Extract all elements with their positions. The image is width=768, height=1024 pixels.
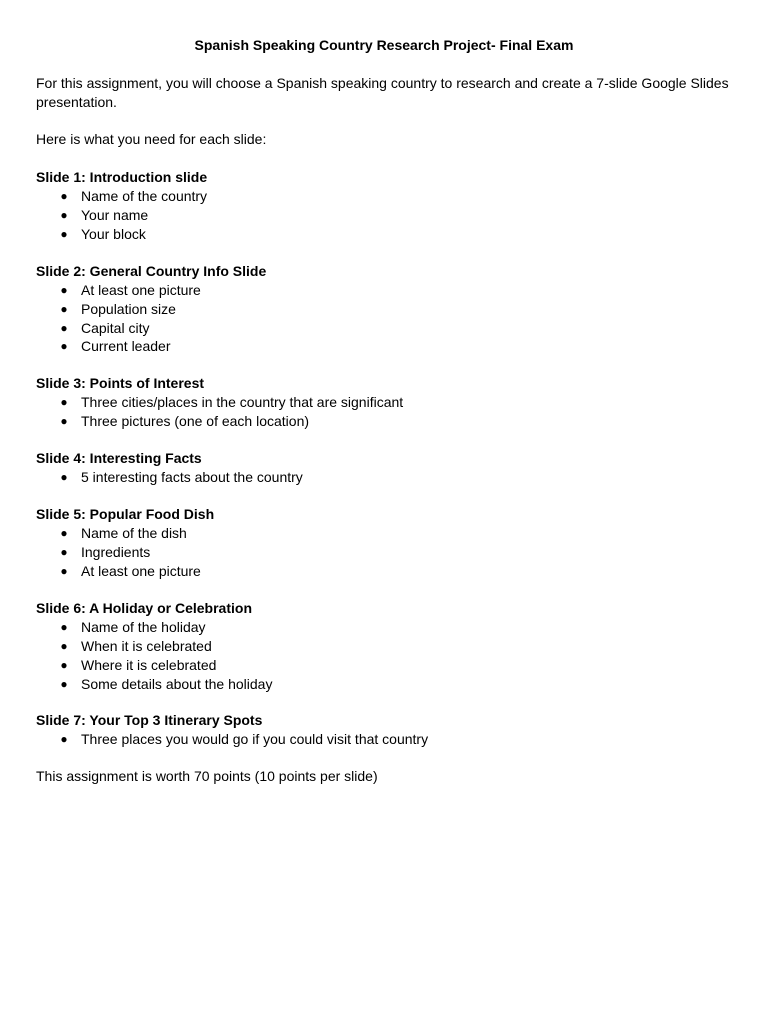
- slide-heading: Slide 6: A Holiday or Celebration: [36, 599, 253, 616]
- slide-section-3: [36, 374, 732, 431]
- slide-heading: Slide 4: Interesting Facts: [36, 450, 202, 467]
- list-item: [36, 524, 732, 543]
- intro-paragraph: For this assignment, you will choose a Spanish speaking country to research and create a 7-slide Google Slides presentation.: [36, 75, 729, 110]
- slide-section-2: [36, 262, 732, 357]
- list-item-text: Your name: [81, 206, 149, 223]
- list-item-text: At least one picture: [81, 281, 201, 298]
- list-item-text: Name of the holiday: [81, 618, 206, 635]
- bullet-dot-icon: ●: [60, 320, 68, 335]
- bullet-list: [36, 393, 732, 431]
- list-item: [36, 543, 732, 562]
- bullet-dot-icon: ●: [60, 732, 68, 747]
- bullet-dot-icon: ●: [60, 544, 68, 559]
- bullet-dot-icon: ●: [60, 189, 68, 203]
- bullet-dot-icon: ●: [60, 414, 68, 429]
- list-item-text: Three cities/places in the country that are significant: [81, 394, 404, 411]
- slide-section-7: [36, 711, 732, 749]
- slide-section-6: [36, 599, 732, 694]
- list-item: [36, 656, 732, 675]
- list-item: [36, 187, 732, 206]
- list-item: [36, 206, 732, 225]
- list-item-text: Current leader: [81, 338, 171, 355]
- bullet-dot-icon: ●: [60, 563, 68, 578]
- list-item-text: Three pictures (one of each location): [81, 413, 310, 430]
- list-item: [36, 281, 732, 300]
- list-item: [36, 730, 732, 749]
- bullet-dot-icon: ●: [60, 395, 68, 410]
- slide-sections: [36, 168, 732, 749]
- list-item: [36, 412, 732, 431]
- bullet-list: [36, 187, 732, 244]
- bullet-dot-icon: ●: [60, 638, 68, 653]
- list-item: [36, 225, 732, 244]
- list-item-text: Where it is celebrated: [81, 656, 217, 673]
- bullet-dot-icon: ●: [60, 676, 68, 691]
- slide-section-4: [36, 449, 732, 487]
- list-item: [36, 618, 732, 637]
- slide-heading: Slide 7: Your Top 3 Itinerary Spots: [36, 712, 263, 729]
- slide-heading: Slide 1: Introduction slide: [36, 169, 208, 185]
- bullet-dot-icon: ●: [60, 526, 68, 541]
- list-item-text: Name of the dish: [81, 525, 187, 542]
- slide-section-5: [36, 505, 732, 581]
- bullet-dot-icon: ●: [60, 339, 68, 354]
- list-item-text: At least one picture: [81, 562, 201, 579]
- bullet-list: [36, 281, 732, 357]
- points-note: This assignment is worth 70 points (10 points per slide): [36, 768, 378, 785]
- bullet-list: [36, 524, 732, 581]
- slide-heading: Slide 2: General Country Info Slide: [36, 262, 267, 279]
- bullet-dot-icon: ●: [60, 207, 68, 222]
- slide-heading: Slide 3: Points of Interest: [36, 375, 205, 392]
- list-item: [36, 337, 732, 356]
- list-item: [36, 562, 732, 581]
- list-item-text: Some details about the holiday: [81, 675, 273, 692]
- list-item-text: Name of the country: [81, 188, 208, 204]
- list-item: [36, 675, 732, 694]
- list-item-text: When it is celebrated: [81, 637, 212, 654]
- list-item-text: Three places you would go if you could visit that country: [81, 731, 429, 748]
- bullet-dot-icon: ●: [60, 657, 68, 672]
- list-item: [36, 319, 732, 338]
- bullet-dot-icon: ●: [60, 282, 68, 297]
- bullet-list: [36, 618, 732, 694]
- bullet-dot-icon: ●: [60, 226, 68, 241]
- list-item-text: Capital city: [81, 319, 150, 336]
- list-item-text: Your block: [81, 225, 146, 242]
- lead-paragraph: Here is what you need for each slide:: [36, 131, 267, 147]
- bullet-dot-icon: ●: [60, 619, 68, 634]
- list-item-text: Ingredients: [81, 543, 151, 560]
- document-title: Spanish Speaking Country Research Project- Final Exam: [194, 37, 574, 53]
- slide-section-1: [36, 168, 732, 244]
- list-item-text: 5 interesting facts about the country: [81, 469, 303, 486]
- bullet-dot-icon: ●: [60, 301, 68, 316]
- list-item: [36, 637, 732, 656]
- list-item: [36, 300, 732, 319]
- bullet-dot-icon: ●: [60, 470, 68, 485]
- list-item-text: Population size: [81, 300, 176, 317]
- list-item: [36, 393, 732, 412]
- bullet-list: [36, 468, 732, 487]
- bullet-list: [36, 730, 732, 749]
- list-item: [36, 468, 732, 487]
- slide-heading: Slide 5: Popular Food Dish: [36, 506, 215, 523]
